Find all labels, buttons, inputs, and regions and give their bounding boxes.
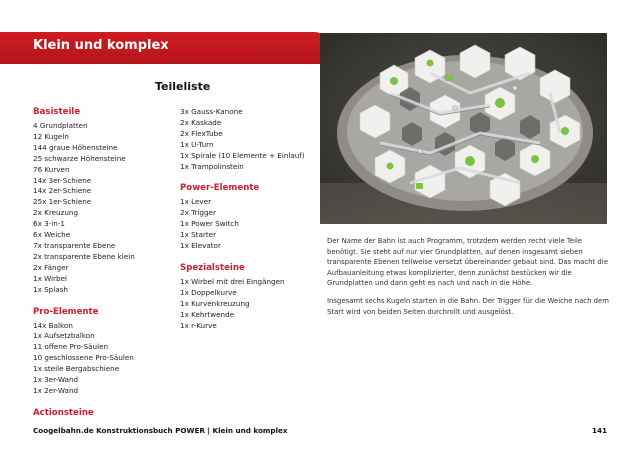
footer-book-title: Coogelbahn.de Konstruktionsbuch POWER | Klein und komplex [33,426,288,435]
list-item: 1x Doppelkurve [180,287,237,297]
list-item: 1x 3er-Wand [33,375,79,385]
parts-list [180,197,305,252]
list-item: 11 offene Pro-Säulen [33,342,109,352]
list-item: 6x 3-in-1 [33,219,65,229]
marble-run-photo [320,33,607,224]
description-paragraph: Der Name der Bahn ist auch Programm, trotzdem werden recht viele Teile benötigt. Sie steht auf nur vier Grundplatten, auf denen insgesamt sieben transparente Ebenen teilweise versetzt übereinander gebaut sind. Das macht die Aufbauanleitung etwas komplizierter, denn zunächst bestücken wir die Grundplatten und dann geht es nach und nach in die Höhe. [327,237,608,288]
list-item: 2x Kreuzung [33,208,79,218]
list-item: 76 Kurven [33,164,70,174]
list-item: 25x 1er-Schiene [33,197,92,207]
list-item: 2x Trigger [180,208,216,218]
description-text [327,236,609,324]
list-item: 14x Balkon [33,320,73,330]
list-item: 12 Kugeln [33,131,69,141]
list-item: 14x 2er-Schiene [33,186,92,196]
list-item: 1x Aufsetzbalkon [33,331,95,341]
parts-list [33,321,135,397]
list-item: 2x FlexTube [180,128,223,138]
list-item: 1x Trampolinstein [180,161,244,171]
parts-list [180,107,305,172]
list-item: 4 Grundplatten [33,121,88,130]
list-item: 1x Lever [180,197,212,207]
list-item: 10 geschlossene Pro-Säulen [33,353,134,363]
parts-list-heading: Teileliste [155,80,211,93]
parts-list [33,121,135,296]
list-item: 7x transparente Ebene [33,240,116,250]
list-item: 14x 3er-Schiene [33,175,92,185]
list-item: 25 schwarze Höhensteine [33,153,126,163]
parts-column-right [180,107,305,332]
section-title: Actionsteine [33,407,94,418]
list-item: 6x Weiche [33,230,71,240]
list-item: 1x Elevator [180,241,221,251]
section-title: Pro-Elemente [33,306,99,317]
page-title: Klein und komplex [33,38,169,53]
list-item: 1x Power Switch [180,219,239,229]
list-item: 1x Splash [33,284,68,294]
list-item: 1x r-Kurve [180,320,217,330]
title-banner [0,32,330,64]
list-item: 2x transparente Ebene klein [33,251,135,261]
list-item: 1x Kurvenkreuzung [180,298,250,308]
list-item: 1x U-Turn [180,139,214,149]
list-item: 1x steile Bergabschiene [33,364,120,374]
description-paragraph: Insgesamt sechs Kugeln starten in die Bahn. Der Trigger für die Weiche nach dem Start wird von beiden Seiten durchrollt und ausgelöst. [327,296,609,316]
list-item: 2x Fänger [33,262,69,272]
list-item: 144 graue Höhensteine [33,142,118,152]
list-item: 2x Kaskade [180,117,222,127]
list-item: 1x 2er-Wand [33,385,79,395]
list-item: 1x Spirale (10 Elemente + Einlauf) [180,150,305,160]
section-title: Basisteile [33,107,81,117]
parts-list [180,277,305,332]
page-number: 141 [592,426,608,435]
list-item: 1x Wirbel [33,273,67,283]
section-title: Power-Elemente [180,183,260,194]
parts-column-left [33,106,135,422]
list-item: 3x Gauss-Kanone [180,107,243,116]
section-title: Spezialsteine [180,262,245,273]
list-item: 1x Starter [180,230,217,240]
list-item: 1x Wirbel mit drei Eingängen [180,276,285,286]
list-item: 1x Kehrtwende [180,309,235,319]
